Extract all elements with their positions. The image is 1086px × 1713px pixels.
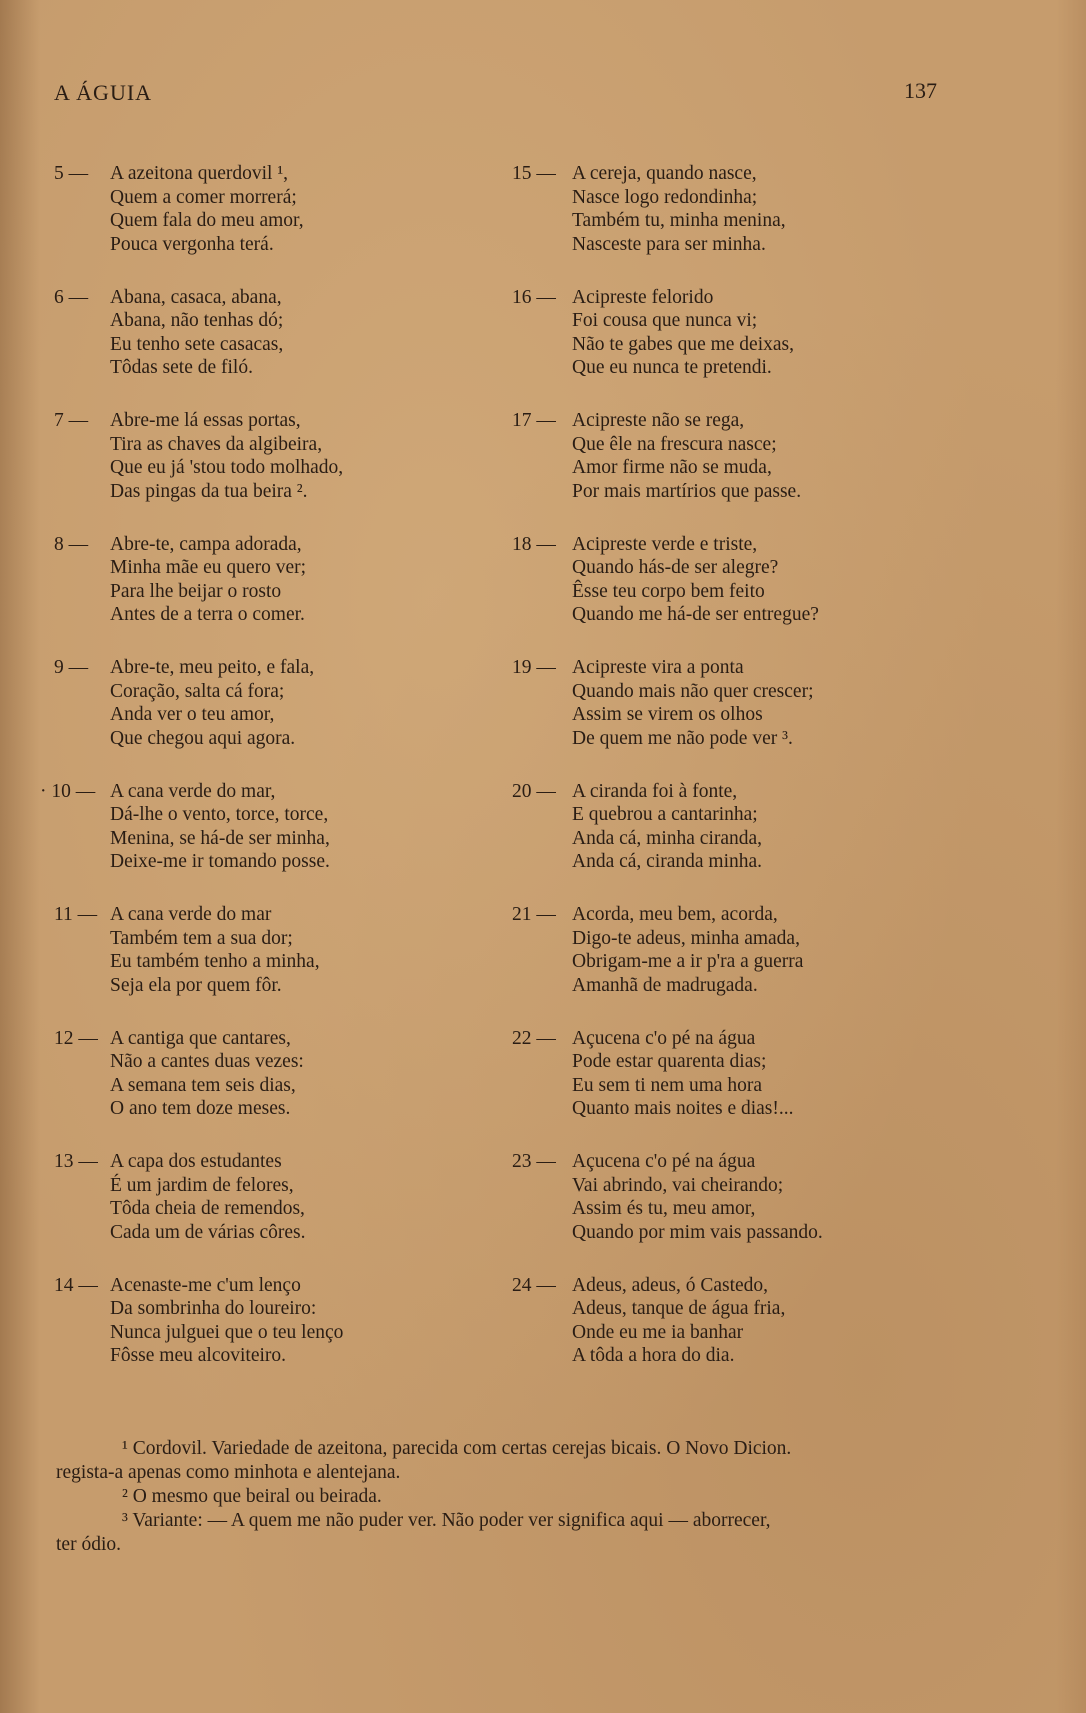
verse-line: Abre-te, campa adorada, — [110, 533, 302, 555]
verse-line: O ano tem doze meses. — [110, 1098, 291, 1119]
verse-line: Acipreste felorido — [572, 286, 714, 308]
verse-line: A ciranda foi à fonte, — [572, 780, 738, 802]
verse-line: A cereja, quando nasce, — [572, 163, 757, 184]
quatrain-number: 17 — — [512, 410, 556, 431]
verse-line: Minha mãe eu quero ver; — [110, 557, 307, 578]
quatrain — [54, 903, 494, 1027]
verse-line: Obrigam-me a ir p'ra a guerra — [572, 951, 804, 972]
footnote-1: ¹ Cordovil. Variedade de azeitona, parecida com certas cerejas bicais. O Novo Dicion. — [122, 1438, 792, 1459]
verse-line: Que eu já 'stou todo molhado, — [110, 457, 344, 478]
verse-line: Abana, não tenhas dó; — [110, 310, 284, 331]
quatrain — [40, 780, 494, 904]
verse-line: Dá-lhe o vento, torce, torce, — [110, 804, 329, 825]
quatrain — [512, 1027, 952, 1151]
quatrain — [512, 780, 952, 904]
quatrain-lines — [572, 162, 786, 256]
quatrain — [512, 903, 952, 1027]
quatrain-number: 19 — — [512, 657, 556, 678]
quatrain-number: 13 — — [54, 1151, 98, 1172]
verse-line: Tira as chaves da algibeira, — [110, 433, 323, 455]
verse-line: Não a cantes duas vezes: — [110, 1051, 304, 1072]
quatrain-number: 15 — — [512, 163, 556, 184]
verse-line: Nasceste para ser minha. — [572, 233, 766, 255]
quatrain-lines — [110, 162, 304, 256]
verse-line: Açucena c'o pé na água — [572, 1027, 756, 1049]
verse-line: Quanto mais noites e dias!... — [572, 1098, 794, 1119]
verse-line: Também tu, minha menina, — [572, 210, 786, 231]
verse-line: Pode estar quarenta dias; — [572, 1051, 767, 1072]
verse-line: Açucena c'o pé na água — [572, 1151, 756, 1172]
quatrain-lines — [110, 286, 283, 380]
verse-line: Eu também tenho a minha, — [110, 951, 320, 972]
verse-line: Quando por mim vais passando. — [572, 1221, 823, 1243]
quatrain-lines — [110, 903, 320, 997]
quatrain — [54, 162, 494, 286]
quatrain-lines — [110, 533, 306, 627]
quatrain-number: 18 — — [512, 533, 556, 555]
quatrain-lines — [110, 1274, 343, 1368]
verse-line: Assim és tu, meu amor, — [572, 1198, 756, 1219]
verse-line: Acipreste vira a ponta — [572, 657, 744, 678]
footnote-1-continuation: regista-a apenas como minhota e alentejana. — [56, 1462, 401, 1483]
left-column — [40, 162, 494, 1397]
quatrain-lines — [110, 780, 330, 874]
verse-line: Seja ela por quem fôr. — [110, 974, 282, 996]
quatrain — [54, 656, 494, 780]
verse-line: Que eu nunca te pretendi. — [572, 357, 772, 378]
verse-line: Foi cousa que nunca vi; — [572, 310, 758, 331]
verse-line: Êsse teu corpo bem feito — [572, 580, 765, 602]
quatrain — [512, 1274, 952, 1398]
verse-line: Anda cá, ciranda minha. — [572, 851, 763, 872]
quatrain-number: 9 — — [54, 657, 89, 678]
quatrain-number: 22 — — [512, 1027, 556, 1049]
verse-line: Abre-me lá essas portas, — [110, 410, 301, 431]
quatrain-lines — [110, 409, 343, 503]
quatrain-lines — [572, 1150, 823, 1244]
quatrain — [512, 656, 952, 780]
verse-line: Vai abrindo, vai cheirando; — [572, 1174, 784, 1196]
verse-line: A capa dos estudantes — [110, 1151, 282, 1172]
quatrain-number: 7 — — [54, 410, 89, 431]
verse-line: Quem a comer morrerá; — [110, 186, 297, 208]
footnotes — [56, 1437, 956, 1557]
quatrain-number: 11 — — [54, 904, 98, 925]
verse-line: É um jardim de felores, — [110, 1174, 294, 1196]
verse-line: A cana verde do mar — [110, 904, 272, 925]
verse-line: Digo-te adeus, minha amada, — [572, 927, 800, 949]
quatrain-number: 20 — — [512, 780, 556, 802]
quatrain — [512, 533, 952, 657]
verse-line: Onde eu me ia banhar — [572, 1321, 744, 1343]
quatrain-number: 21 — — [512, 904, 556, 925]
verse-line: Da sombrinha do loureiro: — [110, 1298, 317, 1319]
verse-line: Fôsse meu alcoviteiro. — [110, 1345, 287, 1366]
quatrain-number: 8 — — [54, 533, 89, 555]
quatrain-lines — [572, 656, 813, 750]
verse-line: Cada um de várias côres. — [110, 1221, 306, 1243]
quatrain — [54, 533, 494, 657]
quatrain-lines — [572, 1274, 785, 1368]
quatrain — [54, 1150, 494, 1274]
verse-line: Deixe-me ir tomando posse. — [110, 851, 330, 872]
verse-line: Amanhã de madrugada. — [572, 974, 758, 996]
quatrain — [512, 1150, 952, 1274]
verse-line: Também tem a sua dor; — [110, 927, 293, 949]
verse-line: Acenaste-me c'um lenço — [110, 1274, 301, 1296]
verse-line: Eu tenho sete casacas, — [110, 333, 284, 355]
quatrain — [54, 1027, 494, 1151]
page-number: 137 — [904, 78, 937, 103]
quatrain-lines — [572, 409, 801, 503]
quatrain-lines — [110, 656, 314, 750]
quatrain-lines — [572, 1027, 794, 1121]
verse-line: De quem me não pode ver ³. — [572, 727, 793, 749]
quatrain-lines — [572, 903, 803, 997]
quatrain — [54, 286, 494, 410]
verse-line: Anda ver o teu amor, — [110, 704, 275, 725]
quatrain — [512, 162, 952, 286]
verse-line: Menina, se há-de ser minha, — [110, 827, 330, 849]
verse-line: Nunca julguei que o teu lenço — [110, 1321, 344, 1343]
verse-line: Pouca vergonha terá. — [110, 233, 274, 255]
quatrain-number: 14 — — [54, 1274, 98, 1296]
verse-line: Abre-te, meu peito, e fala, — [110, 657, 315, 678]
quatrain-number: · 10 — — [40, 780, 96, 802]
verse-line: Nasce logo redondinha; — [572, 186, 758, 208]
quatrain — [512, 409, 952, 533]
quatrain — [54, 1274, 494, 1398]
quatrain-number: 6 — — [54, 286, 89, 308]
verse-line: A azeitona querdovil ¹, — [110, 163, 289, 184]
verse-line: Anda cá, minha ciranda, — [572, 827, 763, 849]
verse-line: Adeus, adeus, ó Castedo, — [572, 1274, 769, 1296]
verse-line: Que chegou aqui agora. — [110, 727, 296, 749]
verse-line: Não te gabes que me deixas, — [572, 333, 795, 355]
verse-line: Que êle na frescura nasce; — [572, 433, 777, 455]
running-head-title: A ÁGUIA — [54, 80, 153, 105]
quatrain-lines — [572, 780, 762, 874]
verse-line: Acipreste verde e triste, — [572, 533, 758, 555]
right-column — [512, 162, 952, 1397]
verse-line: Por mais martírios que passe. — [572, 480, 802, 502]
quatrain-number: 12 — — [54, 1027, 98, 1049]
verse-line: Quando me há-de ser entregue? — [572, 604, 819, 625]
verse-line: Coração, salta cá fora; — [110, 680, 285, 702]
verse-line: Para lhe beijar o rosto — [110, 580, 282, 602]
verse-line: Tôda cheia de remendos, — [110, 1198, 305, 1219]
verse-line: Acipreste não se rega, — [572, 410, 745, 431]
quatrain-number: 23 — — [512, 1151, 556, 1172]
quatrain-lines — [572, 286, 794, 380]
quatrain — [512, 286, 952, 410]
quatrain-lines — [110, 1150, 305, 1244]
verse-line: Antes de a terra o comer. — [110, 604, 305, 625]
quatrain-number: 24 — — [512, 1274, 556, 1296]
verse-line: Acorda, meu bem, acorda, — [572, 904, 778, 925]
footnote-2: ² O mesmo que beiral ou beirada. — [122, 1486, 382, 1507]
verse-line: Das pingas da tua beira ². — [110, 480, 308, 502]
footnote-3-continuation: ter ódio. — [56, 1534, 121, 1555]
verse-line: E quebrou a cantarinha; — [572, 804, 758, 825]
verse-line: Abana, casaca, abana, — [110, 286, 282, 308]
verse-line: Quem fala do meu amor, — [110, 210, 304, 231]
quatrain — [54, 409, 494, 533]
quatrain-number: 5 — — [54, 163, 89, 184]
verse-line: A semana tem seis dias, — [110, 1074, 296, 1096]
verse-line: A cantiga que cantares, — [110, 1027, 291, 1049]
verse-line: Amor firme não se muda, — [572, 457, 772, 478]
verse-line: Adeus, tanque de água fria, — [572, 1298, 786, 1319]
verse-line: Quando mais não quer crescer; — [572, 680, 814, 702]
verse-line: Quando hás-de ser alegre? — [572, 557, 779, 578]
quatrain-lines — [110, 1027, 304, 1121]
verse-line: Tôdas sete de filó. — [110, 357, 253, 378]
footnote-3: ³ Variante: — A quem me não puder ver. Não poder ver significa aqui — aborrecer, — [122, 1510, 771, 1531]
verse-line: Assim se virem os olhos — [572, 704, 763, 725]
verse-line: A tôda a hora do dia. — [572, 1345, 735, 1366]
quatrain-lines — [572, 533, 819, 627]
verse-line: A cana verde do mar, — [110, 780, 276, 802]
quatrain-number: 16 — — [512, 286, 556, 308]
verse-line: Eu sem ti nem uma hora — [572, 1074, 763, 1096]
